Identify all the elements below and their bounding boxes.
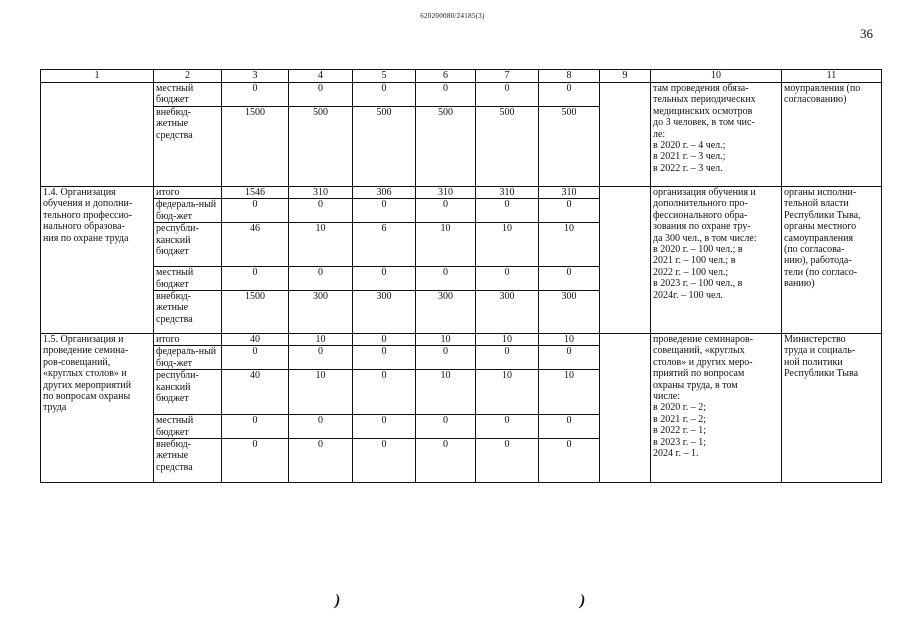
cell-text-line: тели (по согласо- [784,266,858,278]
cell-text-line: органы исполни- [784,187,857,198]
value-cell: 10 [476,223,539,267]
value-cell: 0 [222,346,289,370]
value-cell: 0 [289,415,353,439]
executor-cell [782,334,882,483]
cell-text-line: до 3 человек, в том чис- [653,117,755,129]
cell-text-line: ров-совещаний, [43,356,111,368]
pen-mark: ) [580,592,586,609]
value-cell: 40 [222,334,289,346]
value-cell: 0 [222,415,289,439]
cell-text-line: в 2020 г. – 4 чел.; [653,140,726,152]
table-row [41,334,882,346]
indicator-cell [651,187,782,334]
funding-source-cell: республи-канский бюджет [154,223,222,267]
cell-text-line: 1.5. Организация и [43,334,124,346]
value-cell: 0 [539,267,600,291]
cell-text-line: тельной власти [784,198,849,210]
cell-text-line: охраны труда, в том [653,379,738,391]
value-cell: 10 [289,223,353,267]
cell-text-line: ния по охране труда [43,232,129,244]
value-cell: 0 [476,199,539,223]
value-cell: 40 [222,370,289,415]
value-cell: 10 [416,370,476,415]
value-cell: 0 [222,267,289,291]
value-cell: 0 [289,346,353,370]
value-cell: 10 [476,334,539,346]
value-cell: 6 [353,223,416,267]
cell-text-line: 2022 г. – 100 чел.; [653,266,729,278]
value-cell: 0 [353,415,416,439]
value-cell: 0 [476,83,539,107]
cell-text-line: в 2021 г. – 2; [653,413,706,425]
funding-source-cell: местный бюджет [154,267,222,291]
value-cell: 10 [289,370,353,415]
cell-text-line: проведение семинаров- [653,334,754,346]
value-cell: 310 [289,187,353,199]
cell-text-line: «круглых столов» и [43,368,127,380]
cell-text-line: тельных периодических [653,94,756,106]
value-cell: 1500 [222,107,289,187]
cell-text-line: Республики Тыва [784,368,859,380]
header-cell: 4 [289,70,353,83]
value-cell: 0 [353,334,416,346]
header-cell: 9 [600,70,651,83]
value-cell: 500 [476,107,539,187]
pen-mark: ) [335,592,341,609]
value-cell: 0 [353,346,416,370]
header-cell: 7 [476,70,539,83]
value-cell: 1546 [222,187,289,199]
page-number: 36 [860,26,873,41]
cell-text-line: совещаний, «круглых [653,345,745,357]
value-cell: 10 [476,370,539,415]
funding-source-cell: итого [154,334,222,346]
value-cell: 300 [416,291,476,334]
value-cell: 46 [222,223,289,267]
value-cell: 500 [539,107,600,187]
funding-source-cell: местный бюджет [154,83,222,107]
value-cell: 0 [539,415,600,439]
cell-text-line: дополнительного про- [653,198,748,210]
header-cell: 8 [539,70,600,83]
executor-cell [782,83,882,187]
value-cell: 0 [476,439,539,483]
cell-text-line: нального образова- [43,221,125,233]
section-title-cell [41,83,154,187]
value-cell: 0 [222,199,289,223]
cell-text-line: столов» и других меро- [653,356,753,368]
header-cell: 5 [353,70,416,83]
cell-text-line: (по согласова- [784,244,845,256]
value-cell: 306 [353,187,416,199]
cell-text-line: моуправления (по [784,83,861,94]
column-9-cell [600,187,651,334]
value-cell: 0 [476,267,539,291]
indicator-cell [651,83,782,187]
value-cell: 0 [353,83,416,107]
cell-text-line: 1.4. Организация [43,187,116,198]
indicator-cell [651,334,782,483]
value-cell: 10 [539,334,600,346]
cell-text-line: в 2022 г. – 3 чел. [653,162,723,174]
cell-text-line: ной политики [784,356,843,368]
value-cell: 300 [476,291,539,334]
funding-source-cell: федераль-ный бюд-жет [154,199,222,223]
value-cell: 10 [416,334,476,346]
value-cell: 0 [539,346,600,370]
value-cell: 0 [222,83,289,107]
cell-text-line: в 2023 г. – 100 чел., в [653,278,743,290]
section-title-cell [41,334,154,483]
value-cell: 0 [416,439,476,483]
cell-text-line: труда и социаль- [784,345,856,357]
cell-text-line: организация обучения и [653,187,756,198]
funding-source-cell: федераль-ный бюд-жет [154,346,222,370]
value-cell: 500 [353,107,416,187]
column-9-cell [600,83,651,187]
value-cell: 310 [416,187,476,199]
value-cell: 0 [539,83,600,107]
value-cell: 10 [289,334,353,346]
value-cell: 10 [416,223,476,267]
cell-text-line: Республики Тыва, [784,209,861,221]
value-cell: 0 [289,439,353,483]
value-cell: 0 [416,346,476,370]
cell-text-line: 2024 г. – 1. [653,448,699,460]
cell-text-line: зования по охране тру- [653,221,751,233]
cell-text-line: в 2022 г. – 1; [653,425,706,437]
value-cell: 0 [416,199,476,223]
header-cell: 2 [154,70,222,83]
cell-text-line: органы местного [784,221,857,233]
cell-text-line: да 300 чел., в том числе: [653,232,757,244]
header-cell: 1 [41,70,154,83]
value-cell: 310 [539,187,600,199]
value-cell: 0 [289,267,353,291]
funding-source-cell: итого [154,187,222,199]
program-table [40,69,882,483]
value-cell: 0 [416,83,476,107]
header-cell: 11 [782,70,882,83]
cell-text-line: других мероприятий [43,379,132,391]
cell-text-line: Министерство [784,334,846,346]
header-row [41,70,882,83]
header-cell: 10 [651,70,782,83]
value-cell: 310 [476,187,539,199]
executor-cell [782,187,882,334]
value-cell: 0 [476,346,539,370]
funding-source-cell: внебюд-жетные средства [154,107,222,187]
funding-source-cell: республи-канский бюджет [154,370,222,415]
cell-text-line: проведение семина- [43,345,129,357]
value-cell: 0 [353,199,416,223]
cell-text-line: 2024г. – 100 чел. [653,289,723,301]
value-cell: 300 [353,291,416,334]
header-cell: 6 [416,70,476,83]
column-9-cell [600,334,651,483]
funding-source-cell: внебюд-жетные средства [154,439,222,483]
cell-text-line: в 2020 г. – 100 чел.; в [653,244,743,256]
value-cell: 0 [353,267,416,291]
value-cell: 10 [539,223,600,267]
cell-text-line: самоуправления [784,232,854,244]
value-cell: 500 [416,107,476,187]
value-cell: 300 [289,291,353,334]
section-title-cell [41,187,154,334]
table-row [41,187,882,199]
funding-source-cell: местный бюджет [154,415,222,439]
cell-text-line: 2021 г. – 100 чел.; в [653,255,736,267]
value-cell: 0 [289,83,353,107]
value-cell: 0 [353,439,416,483]
value-cell: 500 [289,107,353,187]
cell-text-line: фессионального обра- [653,209,748,221]
cell-text-line: труда [43,402,67,414]
cell-text-line: нию), работода- [784,255,852,267]
funding-source-cell: внебюд-жетные средства [154,291,222,334]
table-row [41,83,882,107]
value-cell: 300 [539,291,600,334]
value-cell: 0 [289,199,353,223]
value-cell: 0 [416,415,476,439]
value-cell: 0 [476,415,539,439]
document-id: 620200080/24185(3) [420,12,485,20]
cell-text-line: в 2023 г. – 1; [653,436,706,448]
value-cell: 10 [539,370,600,415]
cell-text-line: приятий по вопросам [653,368,745,380]
cell-text-line: тельного профессио- [43,209,133,221]
cell-text-line: там проведения обяза- [653,83,749,94]
cell-text-line: согласованию) [784,94,847,106]
header-cell: 3 [222,70,289,83]
value-cell: 0 [416,267,476,291]
value-cell: 0 [539,439,600,483]
value-cell: 0 [353,370,416,415]
value-cell: 0 [222,439,289,483]
value-cell: 1500 [222,291,289,334]
cell-text-line: по вопросам охраны [43,391,131,403]
cell-text-line: ванию) [784,278,815,290]
cell-text-line: обучения и дополни- [43,198,133,210]
cell-text-line: ле: [653,128,666,140]
cell-text-line: в 2021 г. – 3 чел.; [653,151,726,163]
cell-text-line: медицинских осмотров [653,105,753,117]
cell-text-line: числе: [653,391,681,403]
value-cell: 0 [539,199,600,223]
cell-text-line: в 2020 г. – 2; [653,402,706,414]
